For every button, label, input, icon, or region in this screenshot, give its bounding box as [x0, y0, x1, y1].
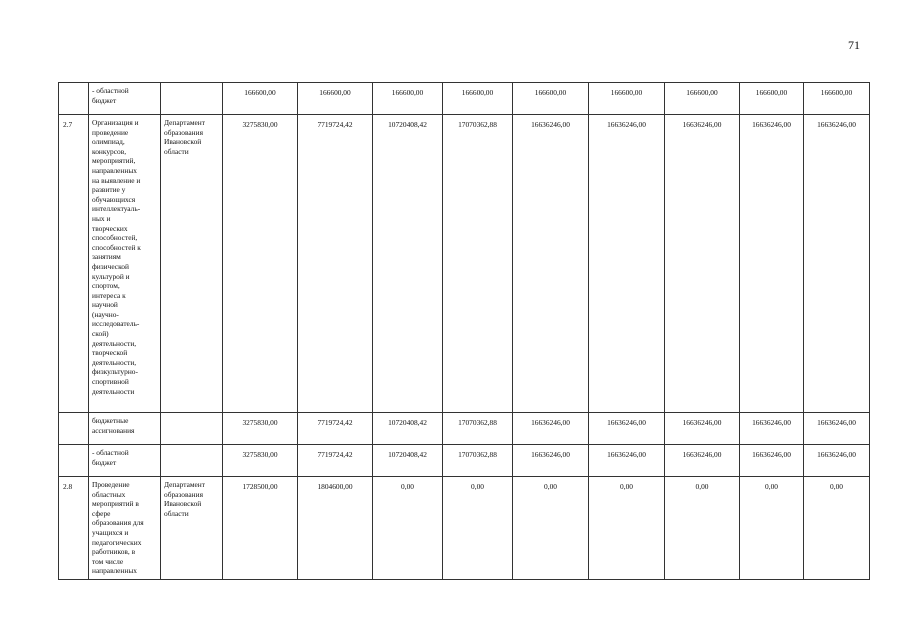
- cell-line: мероприятий,: [92, 156, 136, 166]
- value-cell: 16636246,00: [589, 115, 665, 413]
- value-cell: 16636246,00: [804, 115, 870, 413]
- page-number: 71: [848, 38, 860, 52]
- cell-line: интеллектуаль-: [92, 204, 141, 214]
- cell-line: бюджет: [92, 95, 117, 105]
- value-cell: 0,00: [665, 477, 740, 580]
- value-cell: 7719724,42: [298, 413, 373, 445]
- cell-line: проведение: [92, 127, 129, 137]
- value-cell: 10720408,42: [373, 445, 443, 477]
- executor-cell: [161, 83, 223, 115]
- cell-line: сфере: [92, 508, 111, 518]
- cell-line: физкультурно-: [92, 367, 138, 377]
- value-cell: 16636246,00: [740, 413, 804, 445]
- cell-line: способностей к: [92, 242, 141, 252]
- cell-line: Проведение: [92, 480, 130, 489]
- value-cell: 1804600,00: [298, 477, 373, 580]
- cell-line: ных и: [92, 213, 111, 223]
- cell-line: интереса к: [92, 290, 126, 300]
- value-cell: 166600,00: [223, 83, 298, 115]
- cell-line: занятиям: [92, 252, 121, 262]
- value-cell: 166600,00: [513, 83, 589, 115]
- cell-line: образования: [164, 127, 203, 137]
- cell-line: культурой и: [92, 271, 130, 281]
- executor-cell: [161, 445, 223, 477]
- cell-line: физической: [92, 261, 129, 271]
- value-cell: 17070362,88: [443, 115, 513, 413]
- row-index-cell: [59, 445, 89, 477]
- value-cell: 10720408,42: [373, 413, 443, 445]
- cell-line: - областной: [92, 86, 129, 95]
- value-cell: 3275830,00: [223, 413, 298, 445]
- cell-line: деятельности,: [92, 338, 137, 348]
- value-cell: 0,00: [513, 477, 589, 580]
- value-cell: 17070362,88: [443, 413, 513, 445]
- cell-line: образования для: [92, 518, 144, 528]
- cell-line: области: [164, 146, 189, 156]
- cell-line: педагогических: [92, 537, 142, 547]
- cell-line: деятельности: [92, 386, 135, 396]
- cell-line: олимпиад,: [92, 137, 125, 147]
- cell-line: ской): [92, 329, 109, 339]
- value-cell: 166600,00: [804, 83, 870, 115]
- value-cell: 16636246,00: [589, 413, 665, 445]
- executor-cell: [161, 115, 223, 413]
- value-cell: 166600,00: [443, 83, 513, 115]
- cell-line: исследователь-: [92, 319, 140, 329]
- value-cell: 17070362,88: [443, 445, 513, 477]
- row-index-cell: 2.8: [59, 477, 89, 580]
- value-cell: 0,00: [373, 477, 443, 580]
- cell-line: спортом,: [92, 281, 120, 291]
- cell-line: ассигнования: [92, 425, 135, 435]
- cell-line: конкурсов,: [92, 146, 127, 156]
- value-cell: 16636246,00: [665, 413, 740, 445]
- value-cell: 16636246,00: [513, 115, 589, 413]
- table-row: [59, 115, 870, 413]
- cell-line: - областной: [92, 448, 129, 457]
- value-cell: 0,00: [804, 477, 870, 580]
- row-name-cell: [89, 115, 161, 413]
- cell-line: (научно-: [92, 309, 119, 319]
- value-cell: 166600,00: [740, 83, 804, 115]
- value-cell: 16636246,00: [589, 445, 665, 477]
- value-cell: 7719724,42: [298, 115, 373, 413]
- table-row: [59, 83, 870, 115]
- cell-line: развитие у: [92, 185, 126, 195]
- row-name-cell: [89, 445, 161, 477]
- cell-line: области: [164, 508, 189, 518]
- value-cell: 166600,00: [665, 83, 740, 115]
- cell-line: бюджетные: [92, 416, 129, 425]
- cell-line: Организация и: [92, 118, 139, 127]
- cell-line: Ивановской: [164, 137, 202, 147]
- value-cell: 16636246,00: [740, 445, 804, 477]
- row-index-cell: 2.7: [59, 115, 89, 413]
- table-row: [59, 477, 870, 580]
- row-index-cell: [59, 413, 89, 445]
- cell-line: Ивановской: [164, 499, 202, 509]
- value-cell: 3275830,00: [223, 445, 298, 477]
- cell-line: деятельности,: [92, 357, 137, 367]
- budget-table: [58, 82, 870, 580]
- cell-line: образования: [164, 489, 203, 499]
- row-index-cell: [59, 83, 89, 115]
- cell-line: бюджет: [92, 457, 117, 467]
- executor-cell: [161, 477, 223, 580]
- value-cell: 16636246,00: [513, 413, 589, 445]
- table-row: [59, 445, 870, 477]
- value-cell: 0,00: [589, 477, 665, 580]
- value-cell: 16636246,00: [665, 445, 740, 477]
- row-name-cell: [89, 413, 161, 445]
- row-name-cell: [89, 83, 161, 115]
- cell-line: областных: [92, 489, 126, 499]
- cell-line: творческих: [92, 223, 128, 233]
- value-cell: 16636246,00: [513, 445, 589, 477]
- cell-line: работников, в: [92, 547, 136, 557]
- value-cell: 16636246,00: [804, 445, 870, 477]
- executor-cell: [161, 413, 223, 445]
- cell-line: направленных: [92, 165, 138, 175]
- value-cell: 16636246,00: [740, 115, 804, 413]
- cell-line: творческой: [92, 348, 128, 358]
- value-cell: 16636246,00: [804, 413, 870, 445]
- cell-line: на выявление и: [92, 175, 141, 185]
- cell-line: том числе: [92, 556, 124, 566]
- cell-line: учащихся и: [92, 527, 129, 537]
- row-name-cell: [89, 477, 161, 580]
- table-row: [59, 413, 870, 445]
- cell-line: спортивной: [92, 377, 129, 387]
- cell-line: мероприятий в: [92, 499, 139, 509]
- value-cell: 0,00: [740, 477, 804, 580]
- value-cell: 166600,00: [298, 83, 373, 115]
- value-cell: 16636246,00: [665, 115, 740, 413]
- value-cell: 10720408,42: [373, 115, 443, 413]
- cell-line: Департамент: [164, 118, 205, 127]
- value-cell: 1728500,00: [223, 477, 298, 580]
- cell-line: способностей,: [92, 233, 138, 243]
- value-cell: 7719724,42: [298, 445, 373, 477]
- value-cell: 166600,00: [589, 83, 665, 115]
- value-cell: 3275830,00: [223, 115, 298, 413]
- cell-line: направленных: [92, 566, 138, 576]
- value-cell: 0,00: [443, 477, 513, 580]
- cell-line: Департамент: [164, 480, 205, 489]
- cell-line: научной: [92, 300, 118, 310]
- value-cell: 166600,00: [373, 83, 443, 115]
- cell-line: обучающихся: [92, 194, 136, 204]
